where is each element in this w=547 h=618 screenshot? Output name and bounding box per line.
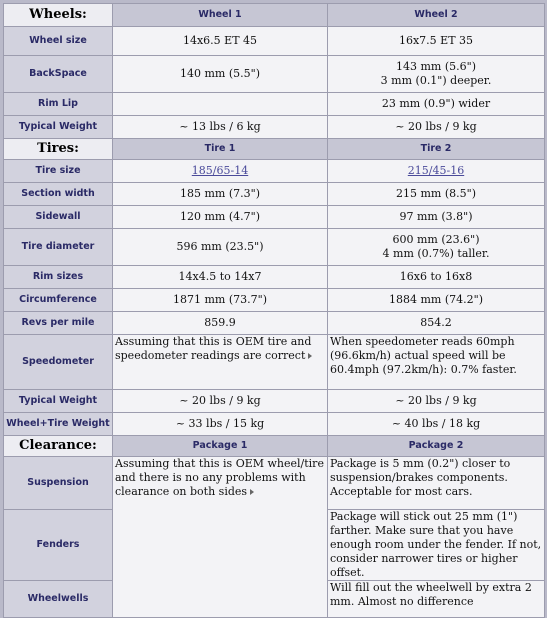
package1-weight: ~ 33 lbs / 15 kg <box>113 413 327 435</box>
tire2-weight: ~ 20 lbs / 9 kg <box>328 390 544 412</box>
wheel-size-label: Wheel size <box>4 27 112 55</box>
tire1-header: Tire 1 <box>113 139 327 159</box>
tire2-rim-sizes: 16x6 to 16x8 <box>328 266 544 288</box>
wheel-tire-weight-label: Wheel+Tire Weight <box>4 413 112 435</box>
wheel2-weight: ~ 20 lbs / 9 kg <box>328 116 544 138</box>
rim-lip-label: Rim Lip <box>4 93 112 115</box>
package2-header: Package 2 <box>328 436 544 456</box>
rim-sizes-label: Rim sizes <box>4 266 112 288</box>
tire2-diameter <box>328 229 544 265</box>
wheel2-header: Wheel 2 <box>328 4 544 26</box>
package2-weight: ~ 40 lbs / 18 kg <box>328 413 544 435</box>
expand-arrow-icon[interactable] <box>250 489 254 495</box>
package2-suspension: Package is 5 mm (0.2") closer to suspension/brakes components. Acceptable for most cars. <box>328 457 544 509</box>
tire2-sidewall: 97 mm (3.8") <box>328 206 544 228</box>
suspension-label: Suspension <box>4 457 112 509</box>
tire1-speedometer-text: Assuming that this is OEM tire and speedometer readings are correct <box>115 335 312 362</box>
tire1-circumference: 1871 mm (73.7") <box>113 289 327 311</box>
circumference-label: Circumference <box>4 289 112 311</box>
wheel2-rim-lip: 23 mm (0.9") wider <box>328 93 544 115</box>
wheel1-size: 14x6.5 ET 45 <box>113 27 327 55</box>
tire1-revs: 859.9 <box>113 312 327 334</box>
tire2-size-cell <box>328 160 544 182</box>
wheel2-backspace-value: 143 mm (5.6") <box>396 60 476 73</box>
wheel1-rim-lip <box>113 93 327 115</box>
tire2-speedometer: When speedometer reads 60mph (96.6km/h) actual speed will be 60.4mph (97.2km/h): 0.7% faster. <box>328 335 544 389</box>
tire1-speedometer <box>113 335 327 389</box>
tire-size-label: Tire size <box>4 160 112 182</box>
wheelwells-label: Wheelwells <box>4 581 112 617</box>
tire1-sidewall: 120 mm (4.7") <box>113 206 327 228</box>
backspace-label: BackSpace <box>4 56 112 92</box>
tire2-header: Tire 2 <box>328 139 544 159</box>
wheel1-header: Wheel 1 <box>113 4 327 26</box>
comparison-table <box>3 3 545 618</box>
tire-diameter-label: Tire diameter <box>4 229 112 265</box>
wheel2-backspace-diff: 3 mm (0.1") deeper. <box>380 74 492 87</box>
tire1-size-cell <box>113 160 327 182</box>
expand-arrow-icon[interactable] <box>308 353 312 359</box>
speedometer-label: Speedometer <box>4 335 112 389</box>
tire2-section-width: 215 mm (8.5") <box>328 183 544 205</box>
tire2-circumference: 1884 mm (74.2") <box>328 289 544 311</box>
tire1-rim-sizes: 14x4.5 to 14x7 <box>113 266 327 288</box>
tire-weight-label: Typical Weight <box>4 390 112 412</box>
fenders-label: Fenders <box>4 510 112 580</box>
tire2-size-link[interactable]: 215/45-16 <box>407 164 465 177</box>
wheels-section-label: Wheels: <box>4 4 112 26</box>
package1-header: Package 1 <box>113 436 327 456</box>
package1-clearance-note <box>113 457 327 617</box>
package2-wheelwells: Will fill out the wheelwell by extra 2 mm. Almost no difference <box>328 581 544 617</box>
tire2-revs: 854.2 <box>328 312 544 334</box>
package2-fenders: Package will stick out 25 mm (1") farther. Make sure that you have enough room under the fender. If not, consider narrower tires or higher offset. <box>328 510 544 580</box>
sidewall-label: Sidewall <box>4 206 112 228</box>
section-width-label: Section width <box>4 183 112 205</box>
revs-per-mile-label: Revs per mile <box>4 312 112 334</box>
wheel1-weight: ~ 13 lbs / 6 kg <box>113 116 327 138</box>
wheel1-backspace: 140 mm (5.5") <box>113 56 327 92</box>
wheel2-backspace <box>328 56 544 92</box>
wheel2-size: 16x7.5 ET 35 <box>328 27 544 55</box>
package1-clearance-text: Assuming that this is OEM wheel/tire and there is no any problems with clearance on both sides <box>115 457 324 498</box>
clearance-section-label: Clearance: <box>4 436 112 456</box>
tire1-size-link[interactable]: 185/65-14 <box>191 164 249 177</box>
wheel-weight-label: Typical Weight <box>4 116 112 138</box>
tire1-diameter: 596 mm (23.5") <box>113 229 327 265</box>
tire2-diameter-value: 600 mm (23.6") <box>392 233 480 246</box>
tires-section-label: Tires: <box>4 139 112 159</box>
tire1-section-width: 185 mm (7.3") <box>113 183 327 205</box>
tire1-weight: ~ 20 lbs / 9 kg <box>113 390 327 412</box>
tire2-diameter-diff: 4 mm (0.7%) taller. <box>382 247 490 260</box>
